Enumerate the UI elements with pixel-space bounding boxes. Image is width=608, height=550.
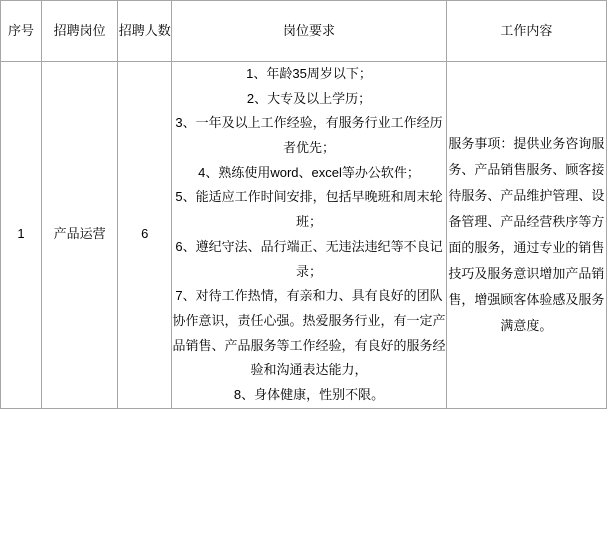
cell-seq: 1 — [1, 62, 42, 409]
table-header-row — [1, 1, 607, 62]
table-body — [1, 62, 607, 409]
table-header — [1, 1, 607, 62]
requirement-line: 7、对待工作热情，有亲和力、具有良好的团队协作意识，责任心强。热爱服务行业，有一定产品销售、产品服务等工作经验，有良好的服务经验和沟通表达能力， — [172, 288, 446, 378]
requirement-line: 4、熟练使用word、excel等办公软件； — [198, 164, 420, 180]
cell-post: 产品运营 — [42, 62, 118, 409]
header-cell-count: 招聘人数 — [118, 1, 172, 62]
header-cell-seq: 序号 — [1, 1, 42, 62]
cell-count: 6 — [118, 62, 172, 409]
requirement-line: 2、大专及以上学历； — [246, 90, 372, 106]
table-row — [1, 62, 607, 409]
requirement-line: 1、年龄35周岁以下； — [246, 66, 372, 81]
cell-duties — [446, 62, 606, 409]
duty-text: 服务事项：提供业务咨询服务、产品销售服务、顾客接待服务、产品维护管理、设备管理、产品经营秩序等方面的服务，通过专业的销售技巧及服务意识增加产品销售，增强顾客体验感及服务满意度。 — [448, 135, 605, 333]
requirement-line: 5、能适应工作时间安排，包括早晚班和周末轮班； — [175, 189, 443, 230]
requirement-line: 6、遵纪守法、品行端正、无违法违纪等不良记录； — [175, 238, 443, 279]
header-cell-duties: 工作内容 — [446, 1, 606, 62]
header-cell-requirements: 岗位要求 — [172, 1, 446, 62]
cell-requirements — [172, 62, 446, 409]
requirement-line: 3、一年及以上工作经验，有服务行业工作经历者优先； — [175, 115, 443, 156]
header-cell-post: 招聘岗位 — [42, 1, 118, 62]
requirement-line: 8、身体健康，性别不限。 — [233, 386, 385, 402]
